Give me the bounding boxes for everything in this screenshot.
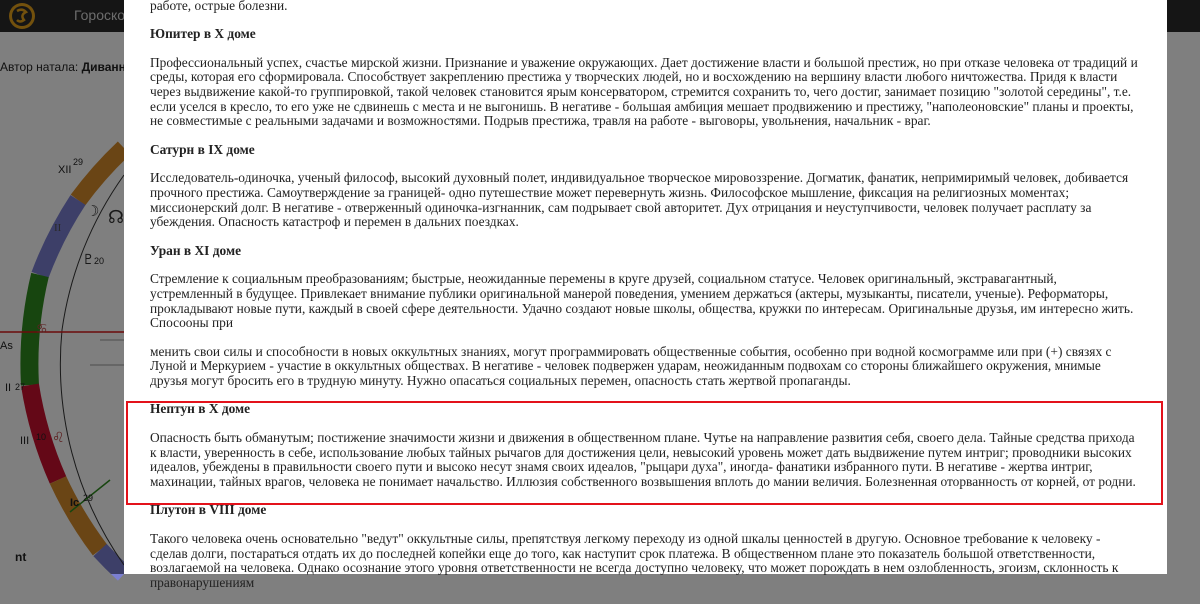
section-text-saturn: Исследователь-одиночка, ученый философ, высокий духовный полет, индивидуальное творческое мировоззрение. Догматик, фанатик, непримиримый человек, добивается прочного престижа. Самоутверждение за границей- одно путешествие может перевернуть жизнь. Философское мышление, фиксация на религиозных моментах; миссионерский долг. В негативе - отверженный одиночка-изгнанник, сам подрывает свой авторитет. Дух отрицания и неуступчивости, человек получает расплату за убеждения. Опасность катастроф и перемен в дальних поездках. [150,170,1129,230]
section-text-uranus-1: Стремление к социальным преобразованиям; быстрые, неожиданные перемены в круге друзей, социальном статусе. Человек оригинальный, экстравагантный, устремленный в будущее. Привлекает внимание публики оригинальной манерой поведения, умением держаться (актеры, музыканты, писатели, ученые). Реформаторы, прокладывают новые пути, каждый в своей сфере деятельности. Удачно создают новые школы, общества, кружки по интересам. Оригинальные друзья, им интересно жить. Спосооны при [150,271,1134,331]
section-text-uranus-2: менить свои силы и способности в новых оккультных знаниях, могут программировать общественные события, особенно при водной космограмме или при (+) связях с Луной и Меркурием - участие в оккультных обществах. В негативе - человек подвержен ударам, неожиданным подвохам со стороны ближайшего окружения, мнимые друзья могут бросить его в трудную минуту. Нужно опасаться социальных перемен, опасность стать жертвой пропаганды. [150,343,1112,388]
modal-content [150,0,1140,604]
intro-fragment: работе, острые болезни. [150,0,288,13]
section-title-jupiter: Юпитер в X доме [150,26,256,42]
section-text-jupiter: Профессиональный успех, счастье мирской жизни. Признание и уважение окружающих. Дает достижение власти и большой престиж, но при отказе человека от традиций и среды, которая его сформировала. Способствует закреплению престижа у творческих людей, но и восхождению на вершину власти любого ничтожества. Придя к власти через выдвижение какой-то группировкой, такой человек становится ярым консерватором, стремится сохранить то, чего достиг, занимает позицию "золотой середины", т.е. если уселся в кресло, то его уже не сдвинешь с места и не выгонишь. В негативе - большая амбиция мешает продвижению и престижу, "наполеоновские" планы и проекты, не совместимые с реальными задачами и возможностями. Подрыв престижа, травля на работе - выговоры, увольнения, начальник - враг. [150,54,1138,129]
neptune-highlight-box [126,401,1163,505]
section-title-pluto: Плутон в VIII доме [150,502,267,518]
section-title-neptune: Нептун в X доме [150,401,251,417]
interpretation-modal [124,0,1167,590]
section-text-neptune: Опасность быть обманутым; постижение значимости жизни и движения в общественном плане. Чутье на направление развития себя, своего дела. Тайные средства прихода к власти, уверенность в себе, использование любых тайных рычагов для достижения цели, невысокий уровень может дать выдвижение путем интриг; проводники высоких идеалов, убеждены в правильности своего пути и высоко несут знамя своих идеалов, "рыцари духа", иногда- фанатики избранного пути. В негативе - жертва интриг, махинации, тайных врагов, человека не понимает начальство. Иллюзия собственного возвышения вплоть до мании величия. Болезненная оторванность от корней, от родни. [150,430,1136,489]
section-title-saturn: Сатурн в IX доме [150,141,255,157]
section-title-uranus: Уран в XI доме [150,242,242,258]
section-text-pluto: Такого человека очень основательно "ведут" оккультные силы, препятствуя легкому переходу из одной шкалы ценностей в другую. Основное требование к человеку - сделав долги, постараться отдать их до последней копейки еще до того, как наступит срок платежа. В общественном плане это показатель большой ответственности, возлагаемой на человека. Однако осознание этого уровня ответственности не всегда доступно человеку, что может порождать в нем озлобленность, эгоизм, склонность к правонарушениям [150,531,1119,590]
